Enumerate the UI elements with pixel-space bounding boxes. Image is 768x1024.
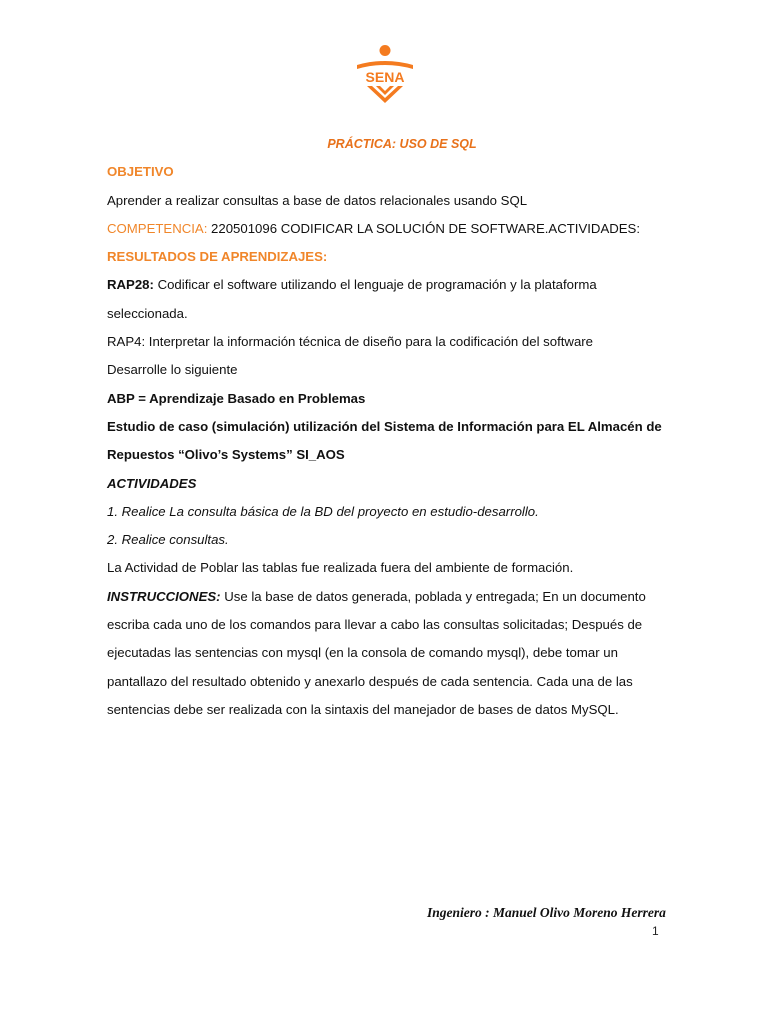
desarrolle-text: Desarrolle lo siguiente — [107, 362, 238, 378]
instrucciones-line-5: sentencias debe ser realizada con la sintaxis del manejador de bases de datos MySQL. — [107, 701, 619, 717]
logo-arms — [357, 61, 413, 69]
instrucciones-label: INSTRUCCIONES: — [107, 588, 221, 604]
objetivo-heading: OBJETIVO — [107, 164, 174, 180]
instrucciones-line-3: ejecutadas las sentencias con mysql (en la consola de comando mysql), debe tomar un — [107, 645, 618, 661]
abp-text: ABP = Aprendizaje Basado en Problemas — [107, 390, 366, 406]
rap28-continuation: seleccionada. — [107, 305, 188, 321]
instrucciones-line-2: escriba cada uno de los comandos para llevar a cabo las consultas solicitadas; Después de — [107, 617, 643, 633]
actividad-1: 1. Realice La consulta básica de la BD del proyecto en estudio-desarrollo. — [107, 503, 539, 519]
rap28-line — [107, 271, 667, 299]
competencia-text: 220501096 CODIFICAR LA SOLUCIÓN DE SOFTWARE.ACTIVIDADES: — [207, 220, 641, 236]
competencia-label: COMPETENCIA: — [107, 220, 208, 236]
rap4-text: RAP4: Interpretar la información técnica de diseño para la codificación del software — [107, 334, 593, 350]
estudio-line-2: Repuestos “Olivo’s Systems” SI_AOS — [107, 447, 345, 463]
sena-logo — [354, 44, 416, 104]
page-number: 1 — [652, 924, 659, 938]
document-body — [107, 130, 667, 724]
instrucciones-line-1 — [107, 583, 667, 611]
competencia-line — [107, 215, 667, 243]
actividad-2: 2. Realice consultas. — [107, 532, 229, 548]
document-title: PRÁCTICA: USO DE SQL — [327, 137, 477, 151]
instrucciones-text-1: Use la base de datos generada, poblada y entregada; En un documento — [220, 588, 646, 604]
resultados-heading: RESULTADOS DE APRENDIZAJES: — [107, 249, 328, 265]
rap28-label: RAP28: — [107, 277, 154, 293]
rap28-text: Codificar el software utilizando el lenguaje de programación y la plataforma — [153, 277, 597, 293]
author-signature: Ingeniero : Manuel Olivo Moreno Herrera — [427, 905, 666, 920]
objetivo-text: Aprender a realizar consultas a base de datos relacionales usando SQL — [107, 192, 528, 208]
actividades-heading: ACTIVIDADES — [107, 475, 197, 491]
estudio-line-1: Estudio de caso (simulación) utilización del Sistema de Información para EL Almacén de — [107, 418, 662, 434]
logo-head — [380, 45, 391, 56]
poblar-text: La Actividad de Poblar las tablas fue realizada fuera del ambiente de formación. — [107, 560, 574, 576]
instrucciones-line-4: pantallazo del resultado obtenido y anexarlo después de cada sentencia. Cada una de las — [107, 673, 633, 689]
logo-text: SENA — [365, 69, 405, 85]
